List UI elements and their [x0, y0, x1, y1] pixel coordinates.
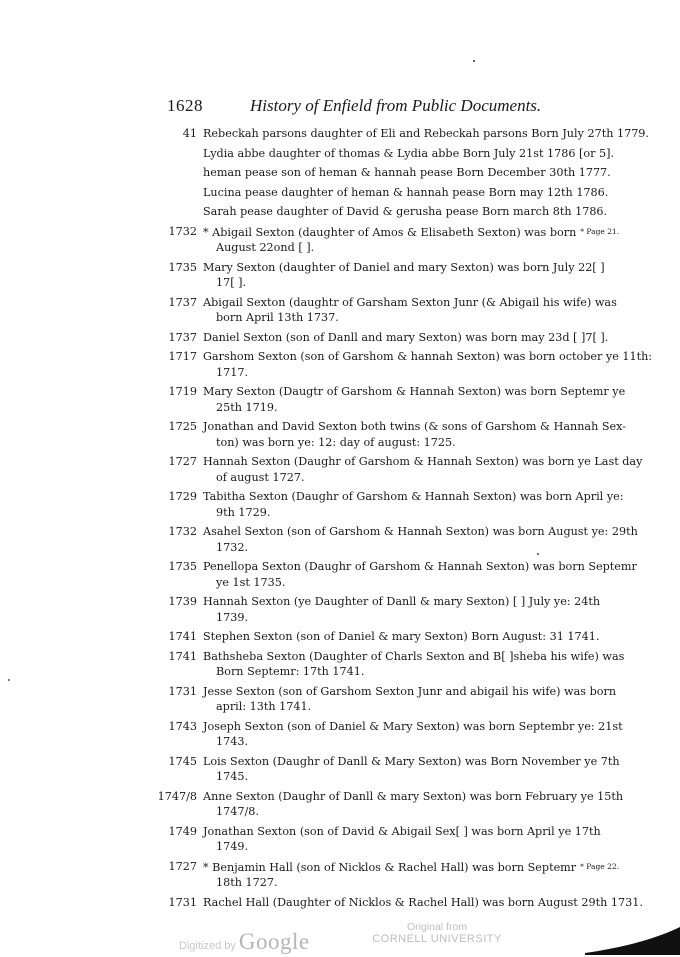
- record-year: 41: [182, 127, 197, 140]
- record-text-continued: ye 1st 1735.: [216, 575, 286, 589]
- record-entry: [0, 185, 680, 201]
- page-reference-note: * Page 22.: [580, 861, 620, 871]
- record-text: Asahel Sexton (son of Garshom & Hannah Sexton) was born August ye: 29th: [203, 525, 638, 538]
- record-text-continued: 25th 1719.: [216, 400, 278, 414]
- record-year: 1727: [168, 859, 197, 873]
- record-text-continued: 9th 1729.: [216, 505, 271, 519]
- record-year: 1743: [168, 719, 197, 733]
- record-text: heman pease son of heman & hannah pease Born December 30th 1777.: [203, 166, 611, 179]
- record-entry: [0, 204, 680, 220]
- record-entry: [0, 524, 680, 555]
- record-year: 1719: [168, 385, 197, 398]
- record-text-continued: 1749.: [216, 840, 249, 853]
- record-year: 1747/8: [157, 789, 197, 803]
- record-text: Mary Sexton (daughter of Daniel and mary Sexton) was born July 22[ ]: [203, 260, 605, 274]
- record-text-continued: August 22ond [ ].: [216, 241, 315, 254]
- record-text-continued: 1747/8.: [216, 805, 259, 818]
- record-year: 1717: [168, 350, 197, 363]
- record-text: Abigail Sexton (daughtr of Garsham Sexton Junr (& Abigail his wife) was: [203, 295, 617, 309]
- record-entry: [0, 789, 680, 820]
- record-text-continued: 1717.: [216, 365, 249, 379]
- record-text: Hannah Sexton (Daughr of Garshom & Hannah Sexton) was born ye Last day: [203, 455, 643, 468]
- record-text: Stephen Sexton (son of Daniel & mary Sexton) Born August: 31 1741.: [203, 630, 600, 643]
- record-text: Garshom Sexton (son of Garshom & hannah Sexton) was born october ye 11th:: [203, 350, 653, 363]
- record-text: Hannah Sexton (ye Daughter of Danll & mary Sexton) [ ] July ye: 24th: [203, 595, 601, 608]
- record-year: 1749: [168, 824, 197, 838]
- page-number: 1628: [167, 96, 203, 115]
- record-entry: [0, 719, 680, 750]
- record-entry: [0, 824, 680, 855]
- record-text-continued: ton) was born ye: 12: day of august: 1725.: [216, 435, 456, 449]
- record-text: Rachel Hall (Daughter of Nicklos & Rachel Hall) was born August 29th 1731.: [203, 895, 643, 909]
- record-text-continued: born April 13th 1737.: [216, 311, 339, 324]
- record-text: Tabitha Sexton (Daughr of Garshom & Hannah Sexton) was born April ye:: [203, 490, 624, 503]
- record-year: 1731: [168, 895, 197, 909]
- record-year: 1735: [168, 560, 197, 573]
- digitized-by-label: Digitized by: [179, 940, 236, 952]
- record-year: 1737: [168, 330, 197, 344]
- record-text-continued: Born Septemr: 17th 1741.: [216, 665, 365, 678]
- record-text: * Benjamin Hall (son of Nicklos & Rachel Hall) was born Septemr * Page 22.: [203, 860, 620, 874]
- record-entry: [0, 146, 680, 162]
- record-text: Jonathan Sexton (son of David & Abigail Sex[ ] was born April ye 17th: [203, 824, 601, 838]
- record-entry: [0, 454, 680, 485]
- stray-mark: [473, 60, 475, 62]
- record-text: Joseph Sexton (son of Daniel & Mary Sexton) was born Septembr ye: 21st: [203, 719, 623, 733]
- record-entry: [0, 260, 680, 291]
- record-entry: [0, 330, 680, 346]
- record-entry: [0, 419, 680, 450]
- record-entry: [0, 559, 680, 590]
- record-entry: [0, 754, 680, 785]
- record-text: Mary Sexton (Daugtr of Garshom & Hannah Sexton) was born Septemr ye: [203, 385, 626, 398]
- record-text: * Abigail Sexton (daughter of Amos & Elisabeth Sexton) was born * Page 21.: [203, 225, 620, 239]
- record-year: 1737: [168, 295, 197, 309]
- original-from-watermark: [372, 921, 502, 945]
- record-entry: [0, 165, 680, 181]
- original-from-label: Original from: [406, 921, 468, 933]
- record-year: 1735: [168, 260, 197, 274]
- record-entry: [0, 629, 680, 645]
- record-entry: [0, 649, 680, 680]
- record-entry: [0, 126, 680, 142]
- record-year: 1741: [168, 630, 197, 643]
- record-text-continued: 1739.: [216, 610, 249, 624]
- record-text-continued: april: 13th 1741.: [216, 700, 312, 713]
- record-text-continued: 1743.: [216, 735, 249, 748]
- record-text: Jonathan and David Sexton both twins (& sons of Garshom & Hannah Sex-: [203, 420, 627, 433]
- record-entry: [0, 489, 680, 520]
- record-year: 1745: [168, 754, 197, 768]
- record-text: Lois Sexton (Daughr of Danll & Mary Sexton) was Born November ye 7th: [203, 754, 620, 768]
- record-entry: [0, 895, 680, 911]
- record-entry: [0, 859, 680, 891]
- record-year: 1732: [168, 224, 197, 238]
- record-entry: [0, 684, 680, 715]
- record-text: Jesse Sexton (son of Garshom Sexton Junr and abigail his wife) was born: [203, 684, 617, 698]
- record-text: Penellopa Sexton (Daughr of Garshom & Hannah Sexton) was born Septemr: [203, 560, 637, 573]
- digitized-by-watermark: [179, 929, 310, 955]
- page-curl-shadow: [585, 925, 680, 955]
- record-text: Rebeckah parsons daughter of Eli and Rebeckah parsons Born July 27th 1779.: [203, 127, 649, 140]
- record-entry: [0, 384, 680, 415]
- record-year: 1727: [168, 455, 197, 468]
- record-text: Daniel Sexton (son of Danll and mary Sexton) was born may 23d [ ]7[ ].: [203, 330, 609, 344]
- record-year: 1725: [168, 420, 197, 433]
- record-text: Sarah pease daughter of David & gerusha pease Born march 8th 1786.: [203, 205, 608, 218]
- record-text-continued: 1745.: [216, 770, 249, 783]
- record-entry: [0, 349, 680, 380]
- record-text: Lucina pease daughter of heman & hannah pease Born may 12th 1786.: [203, 185, 609, 199]
- record-text-continued: of august 1727.: [216, 470, 305, 484]
- google-logo: Google: [238, 929, 310, 954]
- record-entry: [0, 224, 680, 256]
- record-year: 1729: [168, 490, 197, 503]
- record-year: 1739: [168, 595, 197, 608]
- record-entry: [0, 594, 680, 625]
- institution-label: CORNELL UNIVERSITY: [372, 933, 502, 945]
- page-reference-note: * Page 21.: [580, 226, 620, 236]
- page-header: [0, 96, 680, 118]
- record-year: 1731: [168, 684, 197, 698]
- record-text: Anne Sexton (Daughr of Danll & mary Sexton) was born February ye 15th: [203, 789, 624, 803]
- digitization-footer: [0, 915, 680, 955]
- record-text: Lydia abbe daughter of thomas & Lydia abbe Born July 21st 1786 [or 5].: [203, 146, 615, 160]
- record-year: 1741: [168, 649, 197, 663]
- record-entry: [0, 295, 680, 326]
- record-text: Bathsheba Sexton (Daughter of Charls Sexton and B[ ]sheba his wife) was: [203, 649, 625, 663]
- record-list: [0, 126, 680, 914]
- record-text-continued: 18th 1727.: [216, 876, 278, 889]
- record-text-continued: 1732.: [216, 540, 249, 554]
- record-year: 1732: [168, 525, 197, 538]
- record-text-continued: 17[ ].: [216, 276, 247, 289]
- running-title: History of Enfield from Public Documents.: [250, 96, 542, 115]
